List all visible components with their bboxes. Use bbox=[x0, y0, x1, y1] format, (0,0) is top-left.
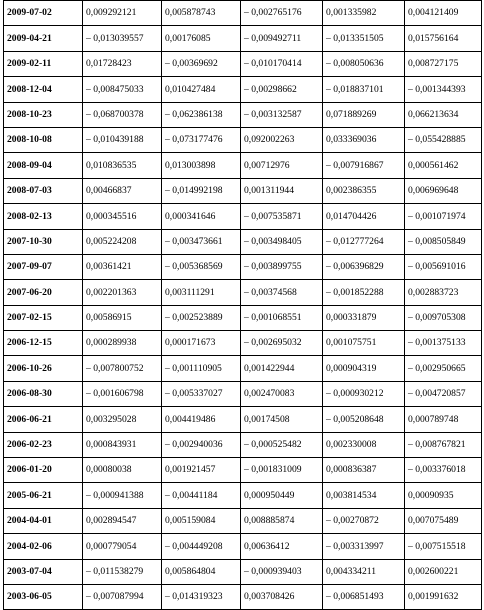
value-cell: 0,002883723 bbox=[405, 280, 482, 305]
value-cell: 0,00080038 bbox=[83, 458, 162, 483]
value-cell: 0,014704426 bbox=[323, 204, 405, 229]
value-cell: – 0,073177476 bbox=[162, 127, 241, 152]
value-cell: – 0,004449208 bbox=[162, 534, 241, 559]
table-row bbox=[4, 458, 482, 483]
date-cell: 2006-12-15 bbox=[4, 331, 83, 356]
value-cell: 0,001422944 bbox=[241, 356, 323, 381]
value-cell: 0,000950449 bbox=[241, 483, 323, 508]
value-cell: 0,000843931 bbox=[83, 432, 162, 457]
value-cell: – 0,008505849 bbox=[405, 229, 482, 254]
value-cell: 0,004419486 bbox=[162, 407, 241, 432]
date-cell: 2007-09-07 bbox=[4, 254, 83, 279]
value-cell: – 0,001068551 bbox=[241, 305, 323, 330]
value-cell: 0,00174508 bbox=[241, 407, 323, 432]
value-cell: 0,001991632 bbox=[405, 584, 482, 609]
value-cell: 0,000345516 bbox=[83, 204, 162, 229]
value-cell: – 0,005368569 bbox=[162, 254, 241, 279]
value-cell: – 0,002950665 bbox=[405, 356, 482, 381]
value-cell: – 0,002940036 bbox=[162, 432, 241, 457]
table-row bbox=[4, 51, 482, 76]
value-cell: – 0,009492711 bbox=[241, 26, 323, 51]
value-cell: 0,000341646 bbox=[162, 204, 241, 229]
date-cell: 2006-08-30 bbox=[4, 381, 83, 406]
value-cell: – 0,002523889 bbox=[162, 305, 241, 330]
value-cell: – 0,008475033 bbox=[83, 77, 162, 102]
table-row bbox=[4, 127, 482, 152]
value-cell: 0,002470083 bbox=[241, 381, 323, 406]
value-cell: – 0,013039557 bbox=[83, 26, 162, 51]
value-cell: 0,002201363 bbox=[83, 280, 162, 305]
value-cell: – 0,00374568 bbox=[241, 280, 323, 305]
value-cell: 0,007075489 bbox=[405, 508, 482, 533]
date-cell: 2008-02-13 bbox=[4, 204, 83, 229]
value-cell: – 0,007535871 bbox=[241, 204, 323, 229]
value-cell: 0,00466837 bbox=[83, 178, 162, 203]
value-cell: – 0,007916867 bbox=[323, 153, 405, 178]
value-cell: 0,005878743 bbox=[162, 1, 241, 26]
value-cell: – 0,006851493 bbox=[323, 584, 405, 609]
value-cell: 0,002894547 bbox=[83, 508, 162, 533]
value-cell: 0,001075751 bbox=[323, 331, 405, 356]
value-cell: 0,000836387 bbox=[323, 458, 405, 483]
date-cell: 2006-10-26 bbox=[4, 356, 83, 381]
date-cell: 2003-06-05 bbox=[4, 584, 83, 609]
table-row bbox=[4, 1, 482, 26]
value-cell: 0,003814534 bbox=[323, 483, 405, 508]
table-row bbox=[4, 381, 482, 406]
date-cell: 2009-04-21 bbox=[4, 26, 83, 51]
value-cell: 0,005159084 bbox=[162, 508, 241, 533]
value-cell: 0,01728423 bbox=[83, 51, 162, 76]
value-cell: 0,000904319 bbox=[323, 356, 405, 381]
value-cell: – 0,00441184 bbox=[162, 483, 241, 508]
value-cell: 0,002600221 bbox=[405, 559, 482, 584]
value-cell: – 0,013351505 bbox=[323, 26, 405, 51]
table-row bbox=[4, 483, 482, 508]
value-cell: – 0,00369692 bbox=[162, 51, 241, 76]
value-cell: – 0,003899755 bbox=[241, 254, 323, 279]
table-row bbox=[4, 77, 482, 102]
value-cell: – 0,062386138 bbox=[162, 102, 241, 127]
value-cell: – 0,007087994 bbox=[83, 584, 162, 609]
value-cell: 0,092002263 bbox=[241, 127, 323, 152]
value-cell: – 0,00298662 bbox=[241, 77, 323, 102]
table-row bbox=[4, 280, 482, 305]
value-cell: – 0,014319323 bbox=[162, 584, 241, 609]
table-row bbox=[4, 204, 482, 229]
value-cell: – 0,003376018 bbox=[405, 458, 482, 483]
value-cell: 0,000331879 bbox=[323, 305, 405, 330]
value-cell: 0,008727175 bbox=[405, 51, 482, 76]
table-row bbox=[4, 305, 482, 330]
value-cell: 0,010427484 bbox=[162, 77, 241, 102]
value-cell: 0,010836535 bbox=[83, 153, 162, 178]
value-cell: 0,00636412 bbox=[241, 534, 323, 559]
date-cell: 2008-10-08 bbox=[4, 127, 83, 152]
value-cell: – 0,005691016 bbox=[405, 254, 482, 279]
value-cell: 0,004334211 bbox=[323, 559, 405, 584]
value-cell: – 0,001606798 bbox=[83, 381, 162, 406]
table-row bbox=[4, 559, 482, 584]
value-cell: – 0,000939403 bbox=[241, 559, 323, 584]
value-cell: – 0,008767821 bbox=[405, 432, 482, 457]
value-cell: – 0,005337027 bbox=[162, 381, 241, 406]
value-cell: – 0,001110905 bbox=[162, 356, 241, 381]
value-cell: – 0,001375133 bbox=[405, 331, 482, 356]
value-cell: – 0,007800752 bbox=[83, 356, 162, 381]
value-cell: – 0,009705308 bbox=[405, 305, 482, 330]
value-cell: 0,033369036 bbox=[323, 127, 405, 152]
value-cell: 0,00361421 bbox=[83, 254, 162, 279]
value-cell: – 0,010439188 bbox=[83, 127, 162, 152]
value-cell: – 0,000941388 bbox=[83, 483, 162, 508]
table-row bbox=[4, 534, 482, 559]
table-row bbox=[4, 584, 482, 609]
value-cell: 0,005864804 bbox=[162, 559, 241, 584]
value-cell: 0,005224208 bbox=[83, 229, 162, 254]
value-cell: – 0,003498405 bbox=[241, 229, 323, 254]
value-cell: 0,002330008 bbox=[323, 432, 405, 457]
value-cell: – 0,006396829 bbox=[323, 254, 405, 279]
value-cell: 0,000779054 bbox=[83, 534, 162, 559]
date-cell: 2008-12-04 bbox=[4, 77, 83, 102]
value-cell: – 0,068700378 bbox=[83, 102, 162, 127]
date-cell: 2004-02-06 bbox=[4, 534, 83, 559]
table-row bbox=[4, 26, 482, 51]
date-cell: 2006-01-20 bbox=[4, 458, 83, 483]
value-cell: 0,004121409 bbox=[405, 1, 482, 26]
value-cell: – 0,000525482 bbox=[241, 432, 323, 457]
date-cell: 2008-09-04 bbox=[4, 153, 83, 178]
value-cell: 0,000171673 bbox=[162, 331, 241, 356]
date-cell: 2008-07-03 bbox=[4, 178, 83, 203]
value-cell: 0,002386355 bbox=[323, 178, 405, 203]
table-row bbox=[4, 407, 482, 432]
table-row bbox=[4, 153, 482, 178]
value-cell: – 0,001852288 bbox=[323, 280, 405, 305]
value-cell: – 0,018837101 bbox=[323, 77, 405, 102]
value-cell: – 0,055428885 bbox=[405, 127, 482, 152]
date-cell: 2009-02-11 bbox=[4, 51, 83, 76]
value-cell: – 0,002765176 bbox=[241, 1, 323, 26]
value-cell: 0,000289938 bbox=[83, 331, 162, 356]
value-cell: 0,00712976 bbox=[241, 153, 323, 178]
table-body bbox=[4, 1, 482, 610]
date-cell: 2007-10-30 bbox=[4, 229, 83, 254]
value-cell: – 0,005208648 bbox=[323, 407, 405, 432]
date-cell: 2008-10-23 bbox=[4, 102, 83, 127]
value-cell: – 0,00270872 bbox=[323, 508, 405, 533]
date-cell: 2007-02-15 bbox=[4, 305, 83, 330]
value-cell: 0,015756164 bbox=[405, 26, 482, 51]
value-cell: 0,008885874 bbox=[241, 508, 323, 533]
data-table bbox=[3, 0, 482, 610]
date-cell: 2006-06-21 bbox=[4, 407, 83, 432]
value-cell: 0,009292121 bbox=[83, 1, 162, 26]
value-cell: 0,001335982 bbox=[323, 1, 405, 26]
table-row bbox=[4, 508, 482, 533]
value-cell: – 0,000930212 bbox=[323, 381, 405, 406]
table-row bbox=[4, 432, 482, 457]
value-cell: – 0,003132587 bbox=[241, 102, 323, 127]
table-row bbox=[4, 229, 482, 254]
table-row bbox=[4, 331, 482, 356]
date-cell: 2004-04-01 bbox=[4, 508, 83, 533]
value-cell: 0,001311944 bbox=[241, 178, 323, 203]
date-cell: 2007-06-20 bbox=[4, 280, 83, 305]
value-cell: 0,071889269 bbox=[323, 102, 405, 127]
value-cell: – 0,003313997 bbox=[323, 534, 405, 559]
value-cell: 0,013003898 bbox=[162, 153, 241, 178]
table-row bbox=[4, 102, 482, 127]
value-cell: – 0,007515518 bbox=[405, 534, 482, 559]
date-cell: 2009-07-02 bbox=[4, 1, 83, 26]
date-cell: 2006-02-23 bbox=[4, 432, 83, 457]
value-cell: – 0,001831009 bbox=[241, 458, 323, 483]
value-cell: – 0,001071974 bbox=[405, 204, 482, 229]
value-cell: 0,003111291 bbox=[162, 280, 241, 305]
value-cell: 0,066213634 bbox=[405, 102, 482, 127]
value-cell: – 0,010170414 bbox=[241, 51, 323, 76]
value-cell: – 0,002695032 bbox=[241, 331, 323, 356]
value-cell: 0,006969648 bbox=[405, 178, 482, 203]
value-cell: 0,003295028 bbox=[83, 407, 162, 432]
value-cell: – 0,001344393 bbox=[405, 77, 482, 102]
value-cell: 0,00090935 bbox=[405, 483, 482, 508]
table-row bbox=[4, 254, 482, 279]
value-cell: 0,00176085 bbox=[162, 26, 241, 51]
value-cell: – 0,011538279 bbox=[83, 559, 162, 584]
value-cell: – 0,003473661 bbox=[162, 229, 241, 254]
table-row bbox=[4, 356, 482, 381]
value-cell: – 0,008050636 bbox=[323, 51, 405, 76]
value-cell: – 0,014992198 bbox=[162, 178, 241, 203]
value-cell: 0,000561462 bbox=[405, 153, 482, 178]
value-cell: – 0,012777264 bbox=[323, 229, 405, 254]
value-cell: – 0,004720857 bbox=[405, 381, 482, 406]
table-row bbox=[4, 178, 482, 203]
value-cell: 0,000789748 bbox=[405, 407, 482, 432]
value-cell: 0,00586915 bbox=[83, 305, 162, 330]
date-cell: 2003-07-04 bbox=[4, 559, 83, 584]
date-cell: 2005-06-21 bbox=[4, 483, 83, 508]
value-cell: 0,001921457 bbox=[162, 458, 241, 483]
value-cell: 0,003708426 bbox=[241, 584, 323, 609]
